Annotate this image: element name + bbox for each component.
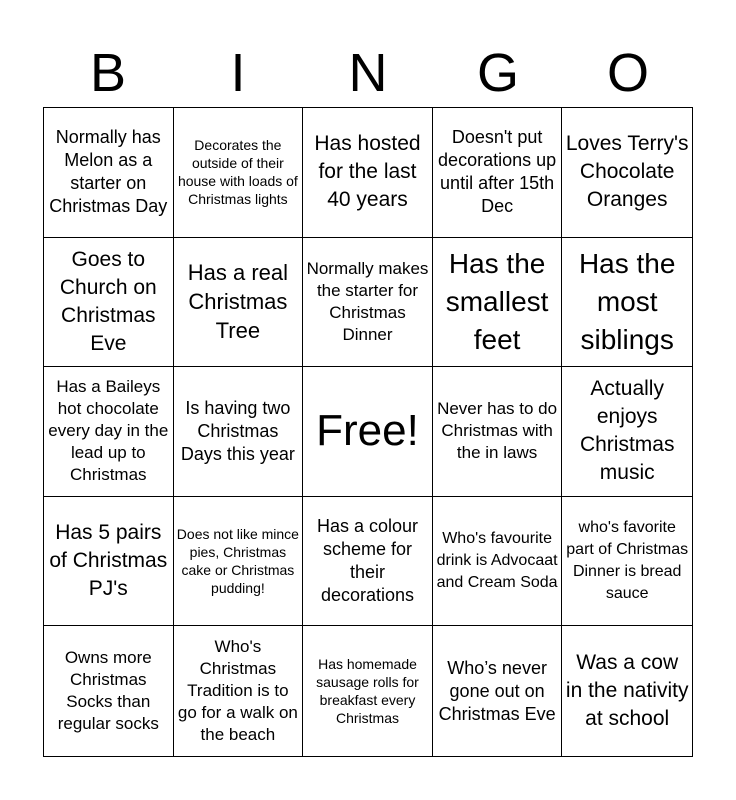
bingo-header xyxy=(43,40,693,106)
bingo-cell[interactable]: Has a colour scheme for their decorations xyxy=(303,497,433,627)
bingo-cell[interactable]: Has hosted for the last 40 years xyxy=(303,108,433,238)
header-letter-g: G xyxy=(476,43,519,103)
bingo-cell[interactable]: Does not like mince pies, Christmas cake or Christmas pudding! xyxy=(174,497,304,627)
bingo-cell[interactable]: Is having two Christmas Days this year xyxy=(174,367,304,497)
bingo-cell[interactable]: Normally has Melon as a starter on Christmas Day xyxy=(44,108,174,238)
bingo-cell[interactable]: Has 5 pairs of Christmas PJ's xyxy=(44,497,174,627)
bingo-cell[interactable]: Was a cow in the nativity at school xyxy=(565,651,689,731)
header-letter-b: B xyxy=(89,43,127,103)
bingo-cell[interactable]: Who’s never gone out on Christmas Eve xyxy=(433,626,563,756)
bingo-cell[interactable]: Loves Terry's Chocolate Oranges xyxy=(562,108,692,238)
bingo-cell[interactable]: Has the smallest feet xyxy=(433,238,563,368)
bingo-cell[interactable]: Has the most siblings xyxy=(562,238,692,368)
header-letter-i: I xyxy=(230,43,246,103)
bingo-cell[interactable]: Decorates the outside of their house with loads of Christmas lights xyxy=(174,108,304,238)
bingo-cell[interactable]: Has a Baileys hot chocolate every day in the lead up to Christmas xyxy=(44,367,174,497)
bingo-cell[interactable]: Who's Christmas Tradition is to go for a walk on the beach xyxy=(174,626,304,756)
bingo-cell[interactable]: Doesn't put decorations up until after 15th Dec xyxy=(433,108,563,238)
bingo-card-grid xyxy=(43,107,693,757)
header-letter-o: O xyxy=(606,43,649,103)
bingo-cell[interactable]: Has homemade sausage rolls for breakfast every Christmas xyxy=(303,626,433,756)
bingo-cell[interactable]: Goes to Church on Christmas Eve xyxy=(44,238,174,368)
bingo-cell[interactable]: Who's favourite drink is Advocaat and Cream Soda xyxy=(433,497,563,627)
bingo-cell[interactable]: Actually enjoys Christmas music xyxy=(562,367,692,497)
header-letter-n: N xyxy=(348,43,388,103)
bingo-cell[interactable]: Never has to do Christmas with the in laws xyxy=(433,367,563,497)
bingo-cell[interactable]: Owns more Christmas Socks than regular socks xyxy=(44,626,174,756)
bingo-cell[interactable]: Has a real Christmas Tree xyxy=(174,238,304,368)
bingo-cell[interactable]: who's favorite part of Christmas Dinner is bread sauce xyxy=(562,497,692,627)
bingo-cell[interactable]: Normally makes the starter for Christmas Dinner xyxy=(303,238,433,368)
free-space-cell[interactable]: Free! xyxy=(303,367,433,497)
